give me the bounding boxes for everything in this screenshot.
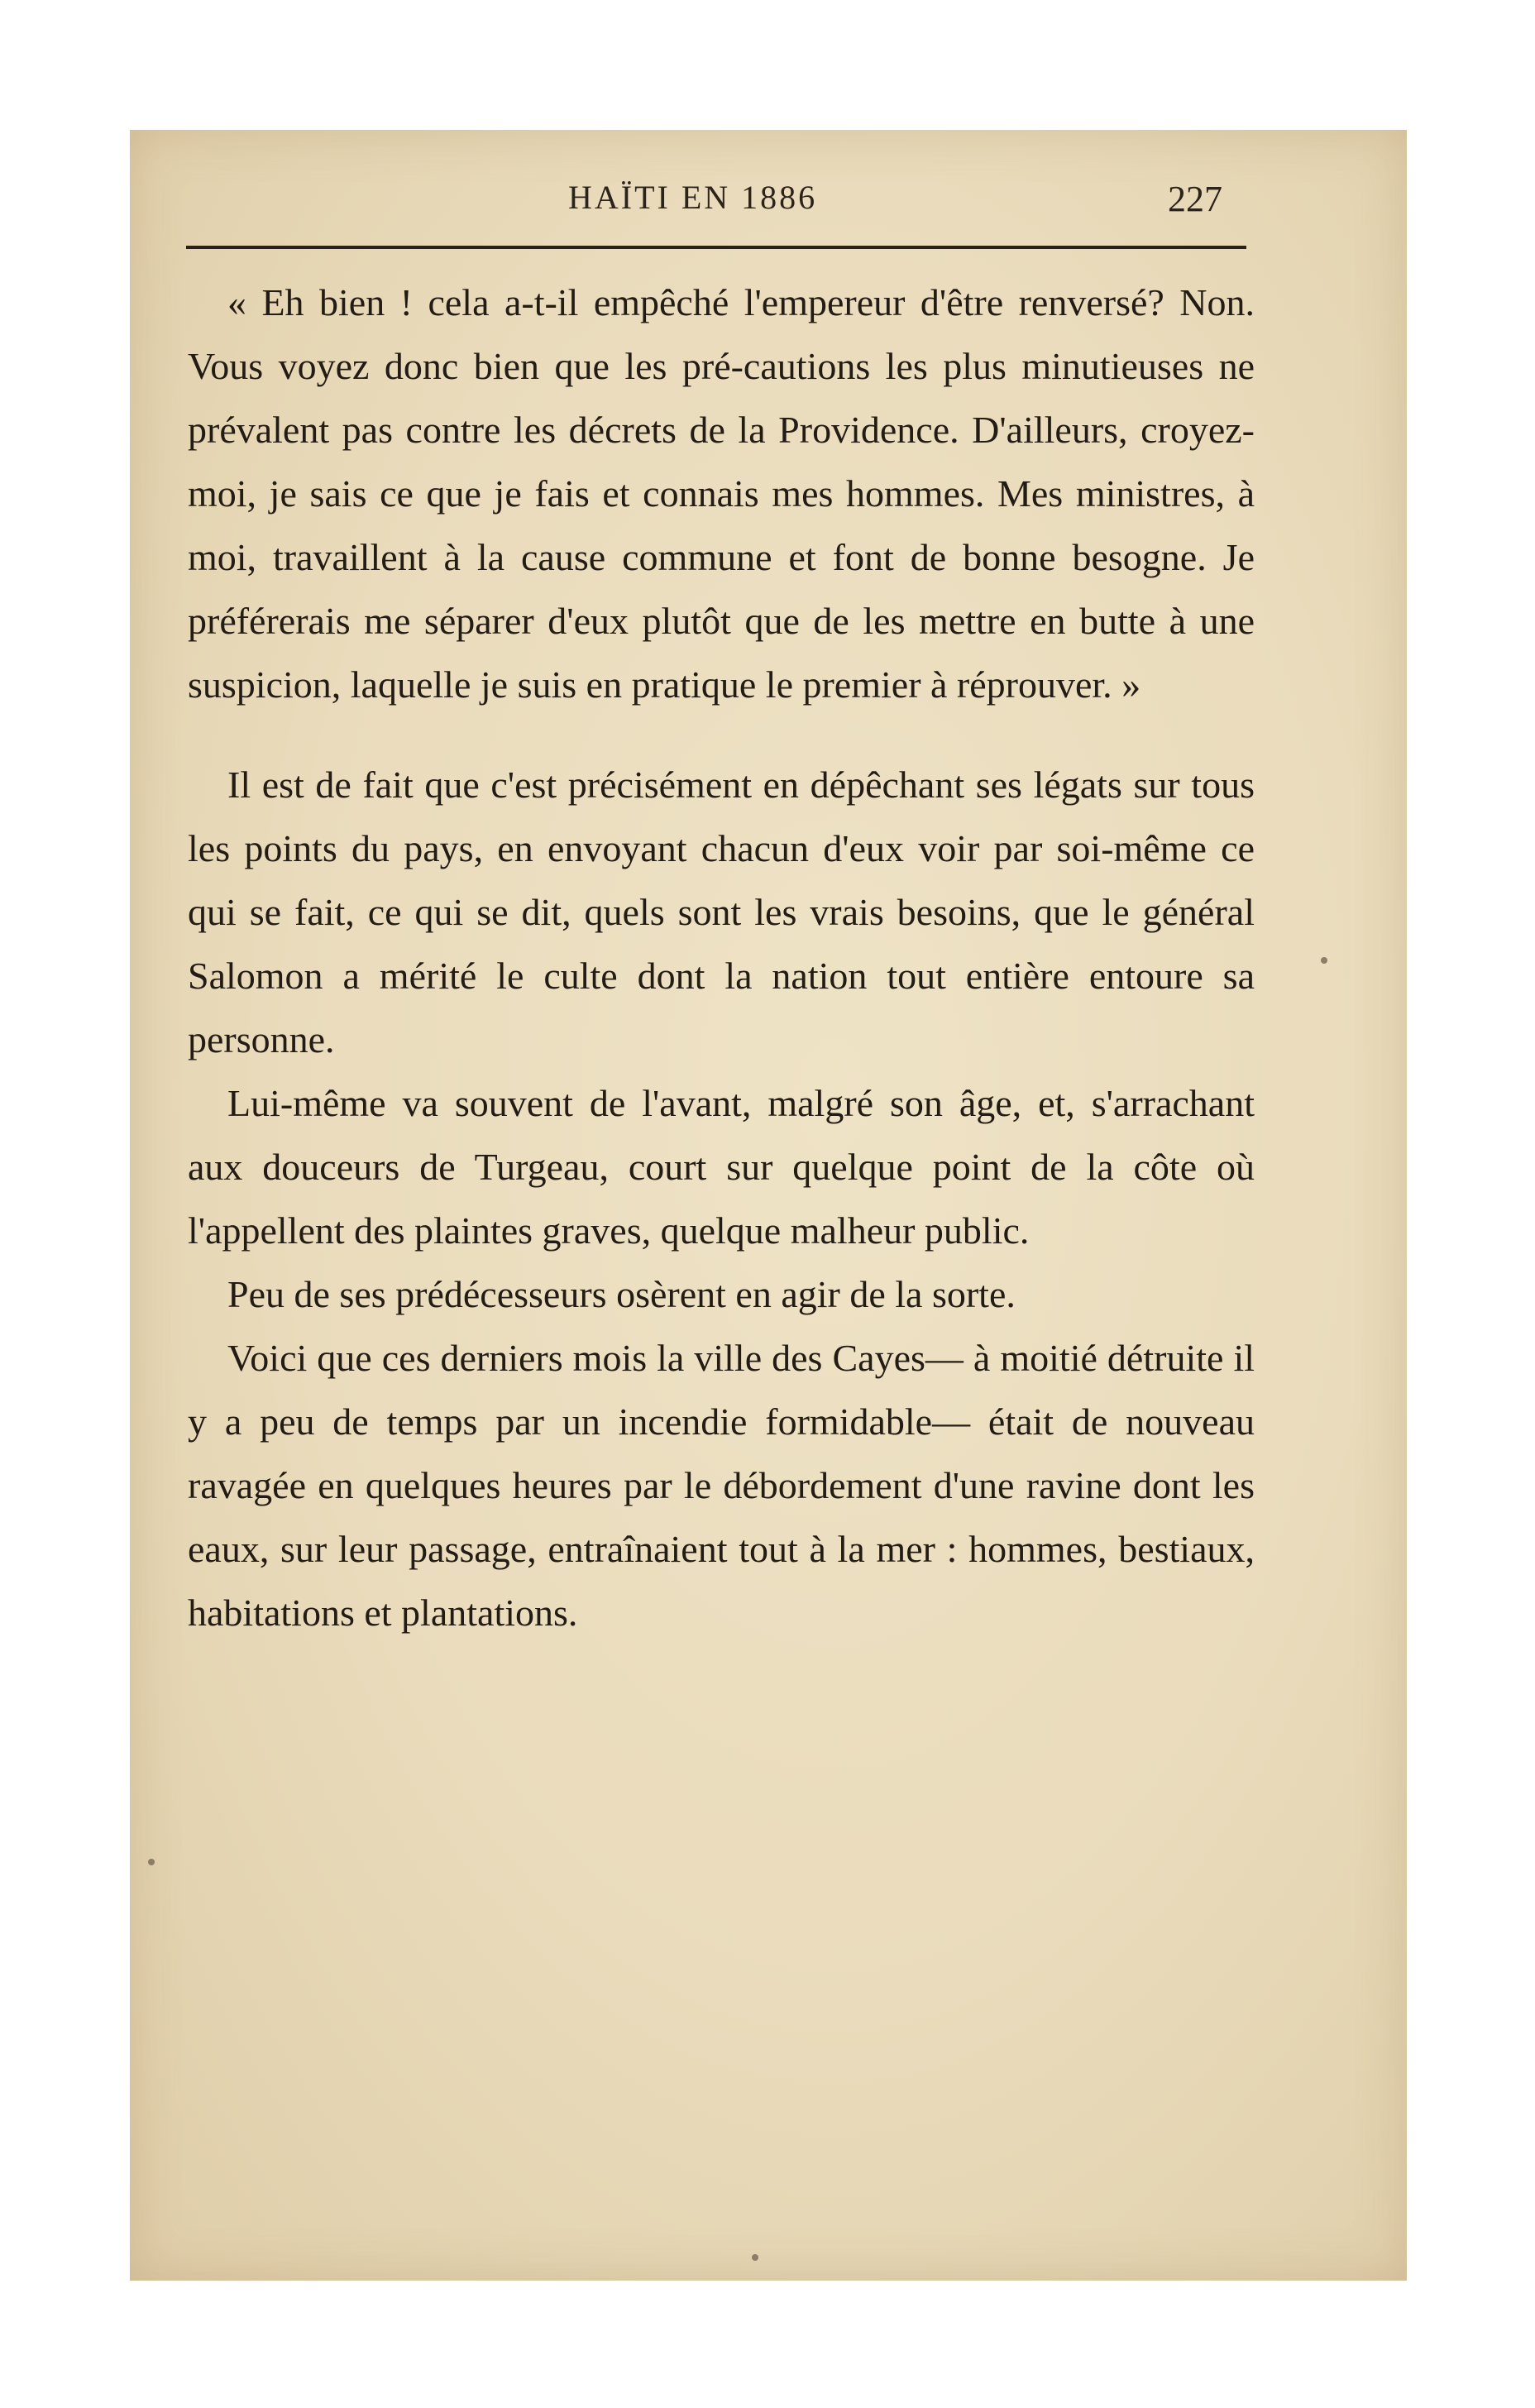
page-number: 227: [1168, 179, 1222, 219]
paragraph-cayes: Voici que ces derniers mois la ville des Cayes— à moitié détruite il y a peu de temps par un incendie formidable— était de nouveau ravagée en quelques heures par le débordement d'une ravine dont les eaux, sur leur passage, entraînaient tout à la mer : hommes, bestiaux, habitations et plantations.: [188, 1337, 1255, 1634]
body-text: [188, 270, 1255, 1644]
paragraph-quote: « Eh bien ! cela a-t-il empêché l'empereur d'être renversé? Non. Vous voyez donc bien que les pré-cautions les plus minutieuses ne prévalent pas contre les décrets de la Providence. D'ailleurs, croyez-moi, je sais ce que je fais et connais mes hommes. Mes ministres, à moi, travaillent à la cause commune et font de bonne besogne. Je préférerais me séparer d'eux plutôt que de les mettre en butte à une suspicion, laquelle je suis en pratique le premier à réprouver. »: [188, 281, 1255, 706]
paragraph-lui-meme: Lui-même va souvent de l'avant, malgré son âge, et, s'arrachant aux douceurs de Turgeau, court sur quelque point de la côte où l'appellent des plaintes graves, quelque malheur public.: [188, 1082, 1255, 1252]
paper-speck: [1321, 957, 1327, 964]
running-head: [130, 178, 1407, 227]
paragraph-predecesseurs: Peu de ses prédécesseurs osèrent en agir de la sorte.: [227, 1273, 1016, 1315]
paper-speck: [752, 2254, 758, 2261]
paragraph-legats: Il est de fait que c'est précisément en dépêchant ses légats sur tous les points du pays, en envoyant chacun d'eux voir par soi-même ce qui se fait, ce qui se dit, quels sont les vrais besoins, que le général Salomon a mérité le culte dont la nation tout entière entoure sa personne.: [188, 764, 1255, 1060]
running-title: HAÏTI EN 1886: [568, 179, 818, 216]
header-rule: [186, 246, 1246, 249]
book-page: [130, 130, 1407, 2281]
paper-speck: [148, 1859, 155, 1865]
